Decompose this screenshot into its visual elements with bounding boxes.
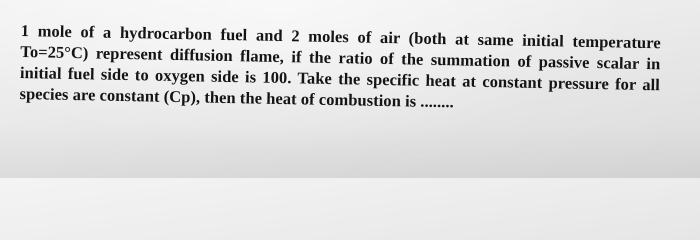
- question-text: 1 mole of a hydrocarbon fuel and 2 moles of air (both at same initial temperature To=25°C) represent diffusion flame, if the ratio of the summation of passive scalar in initial fuel side to oxygen side is 100. Take the specific heat at constant pressure for all species are constant (Cp), then the heat of combustion is ........: [19, 20, 661, 112]
